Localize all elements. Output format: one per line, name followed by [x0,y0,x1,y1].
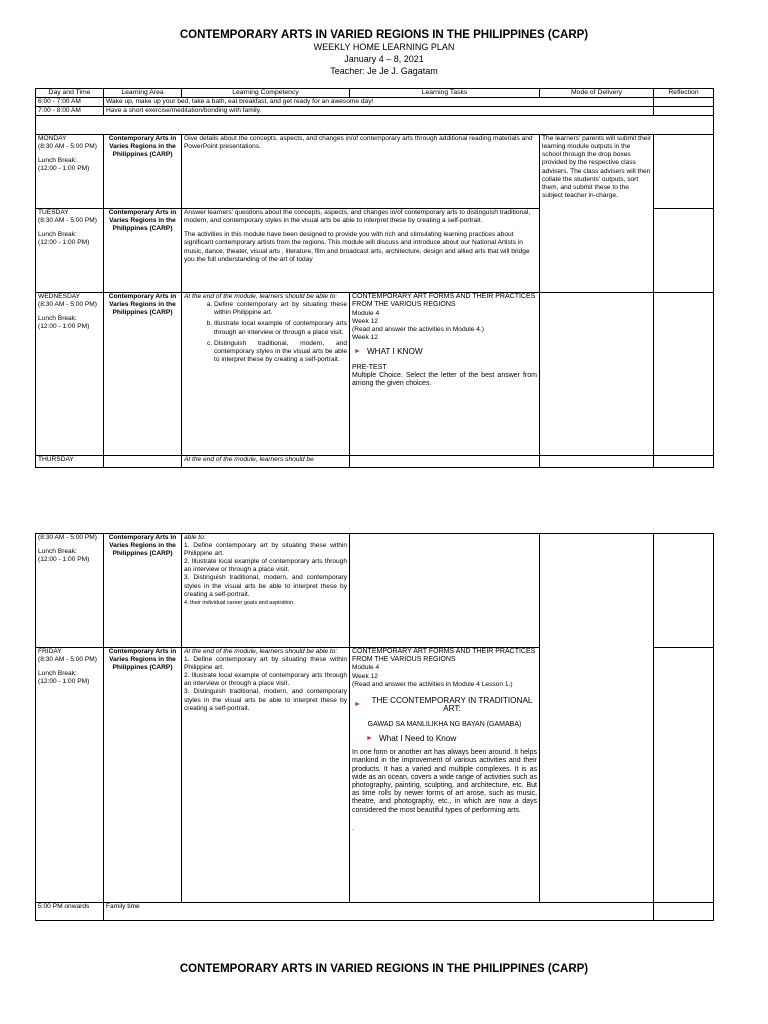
routine-activity: Wake up, make up your bed, take a bath, eat breakfast, and get ready for an awesome day! [104,98,654,107]
reflection-cell [654,534,714,648]
family-activity: Family time [104,903,654,921]
column-header: Learning Area [104,89,182,98]
weekly-plan-table-page-2 [35,533,714,921]
column-header: Reflection [654,89,714,98]
thursday-row-continued [36,534,714,648]
teacher-name: Teacher: Je Je J. Gagatam [330,66,438,76]
learning-competency: able to: 1. Define contemporary art by situating these within Philippine art. 2. Illustrate local example of contemporary arts through an interview or through a place visit. 3. Distinguish traditional, modern, and contemporary styles in the visual arts be able to interpret these by creating a self-portrait. 4. their individual career goals and aspiration. [182,534,350,648]
thursday-row-start [36,456,714,468]
learning-competency: Answer learners' questions about the concepts, aspects, and changes in/of contemporary arts to distinguish traditional, modern, and contemporary styles in the visual arts be able to interpret these by creating a self-portrait. The activities in this module have been designed to provide you with rich and stimulating learning practices about significant contemporary artists from the regions. This module will discuss and introduce about our National Artists in music, dance, theater, visual arts , literature, film and broadcast arts, architecture, design and allied arts that will bridge you the full understanding of the art of today [182,209,540,293]
learning-area: Contemporary Arts in Varies Regions in the Philippines (CARP) [104,648,182,903]
weekly-plan-table-page-1 [35,88,714,468]
day-time-cell: TUESDAY (8:30 AM - 5:00 PM) Lunch Break: (12:00 - 1:00 PM) [36,209,104,293]
reflection-cell [654,209,714,293]
routine-row [36,98,714,107]
mode-of-delivery-empty [540,534,654,903]
monday-row [36,135,714,209]
reflection-cell [654,456,714,468]
objective-item: a. Define contemporary art by situating these within Philippine art. [214,301,347,317]
pretest-instruction: Multiple Choice. Select the letter of the best answer from among the given choices. [352,372,537,388]
reflection-cell [654,293,714,456]
learning-competency: At the end of the module, learners should be able to: a. Define contemporary art by situating these within Philippine art. b. Illustrate local example of contemporary arts through an interview or through a place visit. c. Distinguish traditional, modern, and contemporary styles in the visual arts be able to interpret these by creating a self-portrait. [182,293,350,456]
learning-area: Contemporary Arts in Varies Regions in the Philippines (CARP) [104,135,182,209]
plan-dates: January 4 – 8, 2021 [344,54,424,64]
day-time-cell: FRIDAY (8:30 AM - 5:00 PM) Lunch Break: (12:00 - 1:00 PM) [36,648,104,903]
objective-item: 1. Define contemporary art by situating these within Philippine art. [184,542,347,558]
learning-tasks: CONTEMPORARY ART FORMS AND THEIR PRACTICES FROM THE VARIOUS REGIONS Module 4 Week 12 (Read and answer the activities in Module 4 Lesson 1.) ► THE CCONTEMPORARY IN TRADITIONAL ART: GAWAD SA MANLILIKHA NG BAYAN (GAMABA) ► What I Need to Know In one form or another art has always been around. It helps mankind in the improvement of various activities and their products. It has a varied and multiple complexes. It is as wide as an ocean, covers a wide range of activities such as photography, painting, sculpting, and architecture, etc. But as time rolls by newer forms of art arose, such as music, theatre, and photography, etc., in which are now a days considered the most beautiful types of performing arts. . [350,648,540,903]
contemporary-heading: ► THE CCONTEMPORARY IN TRADITIONAL ART: [354,695,533,713]
learning-area: Contemporary Arts in Varies Regions in the Philippines (CARP) [104,534,182,648]
arrow-bullet-icon: ► [354,347,361,355]
routine-activity: Have a short exercise/meditation/bonding with family. [104,107,654,116]
objective-item: 1. Define contemporary art by situating these within Philippine art. [184,656,347,672]
objective-item: b. Illustrate local example of contemporary arts through an interview or through a place visit. [214,320,347,336]
spacer-row [36,116,714,135]
learning-tasks: CONTEMPORARY ART FORMS AND THEIR PRACTICES FROM THE VARIOUS REGIONS Module 4 Week 12 (Read and answer the activities in Module 4.) Week 12 ► WHAT I KNOW PRE-TEST Multiple Choice. Select the letter of the best answer from among the given choices. [350,293,540,456]
reflection-cell [654,903,714,921]
reflection-cell [654,648,714,903]
objective-item: 3. Distinguish traditional, modern, and contemporary styles in the visual arts be able to interpret these by creating a self-portrait. [184,574,347,598]
day-time-cell: (8:30 AM - 5:00 PM) Lunch Break: (12:00 - 1:00 PM) [36,534,104,648]
what-i-need-heading: ► What I Need to Know [366,734,457,744]
column-header: Learning Tasks [350,89,540,98]
day-name: FRIDAY [38,648,62,655]
gamaba-title: GAWAD SA MANLILIKHA NG BAYAN (GAMABA) [367,720,522,728]
family-time: 5:00 PM onwards [36,903,104,921]
objective-item: 3. Distinguish traditional, modern, and contemporary styles in the visual arts be able to interpret these by creating a self-portrait. [184,688,347,712]
mode-of-delivery-empty [540,293,654,456]
routine-time: 6:00 - 7:00 AM [36,98,104,107]
task-title: CONTEMPORARY ART FORMS AND THEIR PRACTICES FROM THE VARIOUS REGIONS [352,293,536,309]
plan-subtitle: WEEKLY HOME LEARNING PLAN [313,42,455,52]
learning-competency: At the end of the module, learners should be able to: 1. Define contemporary art by situating these within Philippine art. 2. Illustrate local example of contemporary arts through an interview or through a place visit. 3. Distinguish traditional, modern, and contemporary styles in the visual arts be able to interpret these by creating a self-portrait. [182,648,350,903]
day-name: THURSDAY [36,456,104,468]
column-header: Learning Competency [182,89,350,98]
task-title: CONTEMPORARY ART FORMS AND THEIR PRACTICES FROM THE VARIOUS REGIONS [352,648,536,664]
pretest-heading: PRE-TEST [352,364,387,372]
learning-area: Contemporary Arts in Varies Regions in the Philippines (CARP) [104,209,182,293]
column-header: Day and Time [36,89,104,98]
objective-item: 2. Illustrate local example of contemporary arts through an interview or through a place visit. [184,672,347,688]
family-time-row [36,903,714,921]
footer-document-title: CONTEMPORARY ARTS IN VARIED REGIONS IN THE PHILIPPINES (CARP) [179,963,589,975]
arrow-bullet-icon: ► [366,735,373,743]
day-time-cell: MONDAY (8:30 AM - 5:00 PM) Lunch Break: (12:00 - 1:00 PM) [36,135,104,209]
learning-competency: Give details about the concepts, aspects, and changes in/of contemporary arts through additional reading materials and PowerPoint presentations. [182,135,540,209]
what-i-know-heading: ► WHAT I KNOW [354,346,423,356]
routine-row [36,107,714,116]
objective-item: 2. Illustrate local example of contemporary arts through an interview or through a place visit. [184,558,347,574]
day-name: MONDAY [38,135,67,143]
learning-competency: At the end of the module, learners should be [182,456,350,468]
lesson-paragraph: In one form or another art has always been around. It helps mankind in the improvement of various activities and their products. It has a varied and multiple complexes. It is as wide as an ocean, covers a wide range of activities such as photography, painting, sculpting, and architecture, etc. But as time rolls by newer forms of art arose, such as music, theatre, and photography, etc., in which are now a days considered the most beautiful types of performing arts. [352,749,537,814]
reflection-cell [654,107,714,116]
reflection-cell [654,98,714,107]
routine-time: 7:00 - 8:00 AM [36,107,104,116]
mode-of-delivery: The learners' parents will submit their learning module outputs in the school through the drop boxes provided by the respective class advisers. The class advisers will then collate the students' outputs, sort them, and submit these to the subject teacher in-charge. [540,135,654,293]
day-time-cell: WEDNESDAY (8:30 AM - 5:00 PM) Lunch Break: (12:00 - 1:00 PM) [36,293,104,456]
document-title: CONTEMPORARY ARTS IN VARIED REGIONS IN THE PHILIPPINES (CARP) [179,29,589,41]
objective-item: c. Distinguish traditional, modern, and contemporary styles in the visual arts be able to interpret these by creating a self-portrait. [214,340,347,364]
column-header: Mode of Delivery [540,89,654,98]
day-name: WEDNESDAY [38,293,81,301]
objectives-list [184,301,347,364]
wednesday-row [36,293,714,456]
reflection-cell [654,135,714,209]
table-header-row [36,89,714,98]
arrow-bullet-icon: ► [354,700,361,708]
learning-area: Contemporary Arts in Varies Regions in the Philippines (CARP) [104,293,182,456]
day-name: TUESDAY [38,209,69,217]
objective-item: 4. their individual career goals and aspiration. [184,599,295,606]
